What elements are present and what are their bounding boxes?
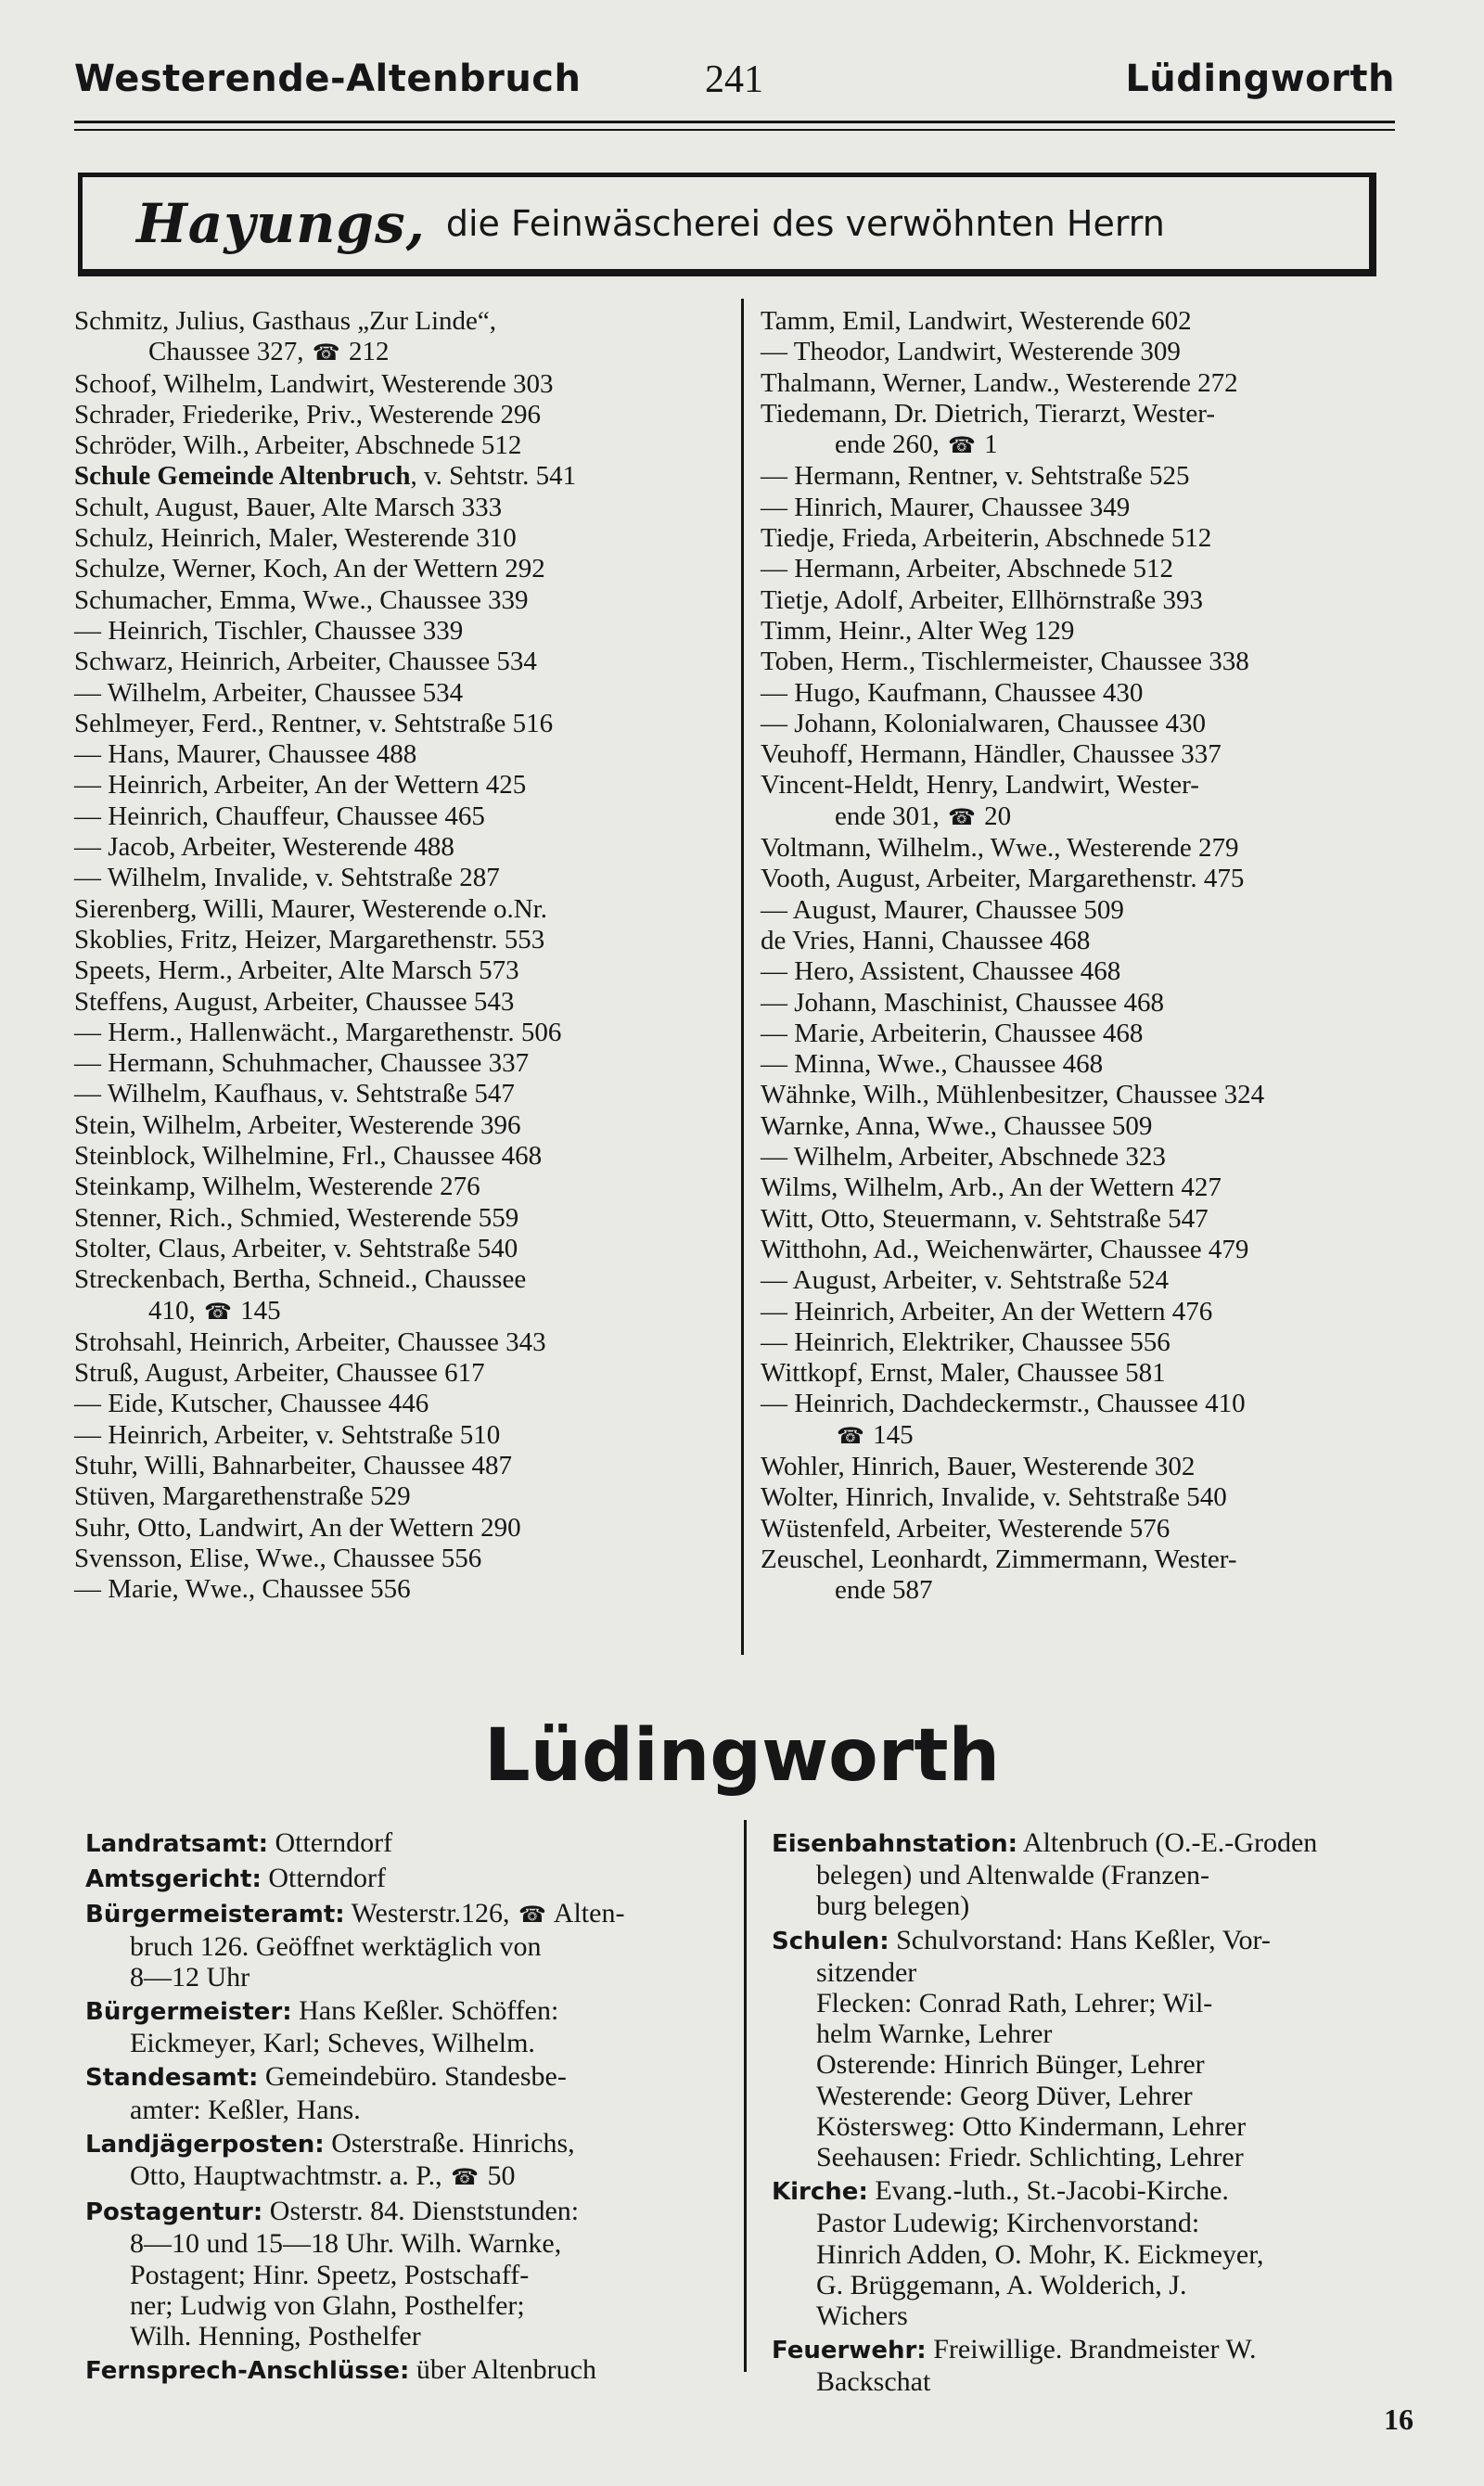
entry-text: Steinkamp, Wilhelm, Westerende 276	[74, 1172, 480, 1202]
info-continuation: Backschat	[816, 2366, 931, 2398]
entry-text: Steffens, August, Arbeiter, Chaussee 543	[74, 986, 515, 1017]
directory-entry	[74, 1544, 719, 1574]
directory-entry	[74, 430, 719, 461]
info-label: Fernsprech-Anschlüsse:	[85, 2357, 410, 2386]
directory-entry	[761, 1544, 1410, 1607]
entry-text: — Wilhelm, Arbeiter, Abschnede 323	[761, 1142, 1166, 1173]
entry-text: — Heinrich, Chauffeur, Chaussee 465	[74, 801, 485, 831]
info-label: Landjägerposten:	[85, 2130, 325, 2159]
entry-text: — Eide, Kutscher, Chaussee 446	[74, 1389, 429, 1419]
info-column-left	[85, 1827, 725, 2390]
directory-entry	[761, 399, 1410, 462]
entry-text: Schröder, Wilh., Arbeiter, Abschnede 512	[74, 430, 522, 461]
entry-text: Timm, Heinr., Alter Weg 129	[761, 615, 1075, 646]
info-label: Landratsamt:	[85, 1830, 268, 1858]
directory-entry	[74, 1358, 719, 1389]
entry-text: — August, Maurer, Chaussee 509	[761, 894, 1124, 925]
entry-text: — Heinrich, Dachdeckermstr., Chaussee 410	[761, 1389, 1246, 1419]
info-continuation: Flecken: Conrad Rath, Lehrer; Wil-	[816, 1988, 1213, 2019]
directory-entry	[761, 616, 1410, 647]
info-text: Hans Keßler. Schöffen:	[291, 1995, 559, 2027]
info-continuation: sitzender	[816, 1956, 917, 1988]
telephone-icon: ☎	[518, 1902, 546, 1929]
directory-entry	[761, 585, 1410, 616]
info-continuation: Eickmeyer, Karl; Scheves, Wilhelm.	[130, 2028, 535, 2059]
info-continuation: Wilh. Henning, Posthelfer	[130, 2321, 421, 2352]
info-column-right	[772, 1827, 1412, 2401]
directory-entry	[74, 647, 719, 677]
directory-entry	[761, 833, 1410, 864]
directory-entry	[74, 369, 719, 400]
directory-entry	[761, 739, 1410, 770]
directory-entry	[74, 400, 719, 430]
directory-entry	[74, 585, 719, 616]
directory-entry	[74, 1420, 719, 1451]
entry-text: — Johann, Maschinist, Chaussee 468	[761, 987, 1164, 1018]
entry-text: — Theodor, Landwirt, Westerende 309	[761, 337, 1181, 367]
entry-continuation: 410, ☎ 145	[74, 1296, 719, 1327]
directory-entry	[74, 832, 719, 863]
directory-entry	[761, 1389, 1410, 1452]
entry-text: Voltmann, Wilhelm., Wwe., Westerende 279	[761, 833, 1239, 864]
directory-entry	[74, 1141, 719, 1172]
entry-text: — Hugo, Kaufmann, Chaussee 430	[761, 677, 1144, 708]
info-label: Feuerwehr:	[772, 2337, 927, 2365]
section-title: Lüdingworth	[483, 1714, 1001, 1798]
info-continuation: G. Brüggemann, A. Wolderich, J.	[816, 2269, 1187, 2300]
telephone-icon: ☎	[837, 1422, 864, 1449]
entry-text: Schule Gemeinde Altenbruch, v. Sehtstr. 541	[74, 461, 577, 492]
telephone-icon: ☎	[948, 432, 976, 459]
directory-entry	[74, 894, 719, 925]
column-divider	[741, 299, 744, 1655]
telephone-icon: ☎	[451, 2164, 480, 2191]
info-continuation: Postagent; Hinr. Speetz, Postschaff-	[130, 2259, 530, 2290]
entry-text: Wähnke, Wilh., Mühlenbesitzer, Chaussee 324	[761, 1080, 1265, 1110]
info-text: Osterstr. 84. Dienststunden:	[262, 2196, 580, 2227]
entry-text: Schmitz, Julius, Gasthaus „Zur Linde“,	[74, 306, 497, 336]
info-item	[85, 1827, 725, 1860]
info-label: Amtsgericht:	[85, 1865, 262, 1894]
entry-text: Stein, Wilhelm, Arbeiter, Westerende 396	[74, 1109, 521, 1140]
directory-entry	[74, 709, 719, 739]
directory-entry	[761, 988, 1410, 1019]
entry-text: — Heinrich, Tischler, Chaussee 339	[74, 615, 464, 646]
info-continuation: 8—12 Uhr	[130, 1961, 250, 1993]
directory-entry	[761, 1358, 1410, 1389]
directory-entry	[761, 306, 1410, 337]
directory-entry	[74, 616, 719, 647]
entry-text: Stuhr, Willi, Bahnarbeiter, Chaussee 487	[74, 1450, 512, 1480]
info-text: Otterndorf	[267, 1827, 393, 1858]
printer-signature: 16	[1384, 2403, 1414, 2436]
entry-text: Schulze, Werner, Koch, An der Wettern 292	[74, 554, 545, 584]
info-text: Altenbruch (O.-E.-Groden	[1017, 1827, 1318, 1858]
entry-text: — Hero, Assistent, Chaussee 468	[761, 956, 1121, 987]
directory-entry	[74, 1048, 719, 1079]
entry-text: Wittkopf, Ernst, Maler, Chaussee 581	[761, 1358, 1166, 1389]
entry-text: — Heinrich, Arbeiter, An der Wettern 476	[761, 1296, 1213, 1326]
directory-entry	[761, 1452, 1410, 1482]
header-rule-bottom	[74, 129, 1395, 131]
entry-text: Skoblies, Fritz, Heizer, Margarethenstr. 553	[74, 924, 545, 955]
entry-continuation: ☎ 145	[761, 1420, 1410, 1452]
directory-entry	[74, 1451, 719, 1481]
entry-text: Schult, August, Bauer, Alte Marsch 333	[74, 492, 503, 522]
entry-text: — Jacob, Arbeiter, Westerende 488	[74, 832, 454, 863]
directory-entry	[761, 554, 1410, 584]
info-continuation: Seehausen: Friedr. Schlichting, Lehrer	[816, 2142, 1244, 2173]
info-item	[85, 2354, 725, 2387]
info-text: über Altenbruch	[409, 2354, 596, 2386]
entry-text: — Hans, Maurer, Chaussee 488	[74, 739, 417, 770]
entry-text: Wohler, Hinrich, Bauer, Westerende 302	[761, 1451, 1196, 1481]
directory-entry	[74, 306, 719, 369]
directory-entry	[761, 926, 1410, 956]
entry-text: Streckenbach, Bertha, Schneid., Chaussee	[74, 1264, 527, 1295]
info-item	[85, 1863, 725, 1895]
directory-entry	[74, 1264, 719, 1327]
info-item	[85, 2196, 725, 2351]
directory-entry	[761, 1111, 1410, 1142]
info-text: Schulvorstand: Hans Keßler, Vor-	[889, 1924, 1271, 1955]
running-header-right: Lüdingworth	[1125, 58, 1395, 100]
entry-text: Witt, Otto, Steuermann, v. Sehtstraße 547	[761, 1203, 1209, 1234]
info-continuation: Osterende: Hinrich Bünger, Lehrer	[816, 2049, 1205, 2081]
directory-entry	[761, 1019, 1410, 1049]
info-continuation: Wichers	[816, 2300, 908, 2332]
entry-text: — Heinrich, Elektriker, Chaussee 556	[761, 1326, 1171, 1357]
directory-entry	[761, 1297, 1410, 1327]
entry-text: Wüstenfeld, Arbeiter, Westerende 576	[761, 1513, 1171, 1544]
entry-text: Speets, Herm., Arbeiter, Alte Marsch 573	[74, 955, 519, 986]
directory-entry	[74, 1574, 719, 1605]
entry-text: Toben, Herm., Tischlermeister, Chaussee 338	[761, 647, 1249, 677]
entry-text: Tamm, Emil, Landwirt, Westerende 602	[761, 306, 1192, 336]
entry-text: Strohsahl, Heinrich, Arbeiter, Chaussee 343	[74, 1326, 546, 1357]
info-continuation: Hinrich Adden, O. Mohr, K. Eickmeyer,	[816, 2238, 1264, 2270]
entry-text: — Herm., Hallenwächt., Margarethenstr. 506	[74, 1017, 562, 1047]
entry-text: — Marie, Wwe., Chaussee 556	[74, 1574, 411, 1605]
info-continuation: ner; Ludwig von Glahn, Posthelfer;	[130, 2289, 525, 2321]
directory-column-right	[761, 306, 1410, 1606]
info-item	[85, 1995, 725, 2058]
info-label: Bürgermeister:	[85, 1998, 292, 2027]
info-item	[772, 1925, 1412, 2173]
directory-entry	[74, 1018, 719, 1048]
advertisement-box	[78, 173, 1376, 276]
info-continuation: belegen) und Altenwalde (Franzen-	[816, 1860, 1209, 1891]
entry-text: Wolter, Hinrich, Invalide, v. Sehtstraße 540	[761, 1482, 1227, 1513]
entry-text: Wilms, Wilhelm, Arb., An der Wettern 427	[761, 1173, 1222, 1203]
directory-entry	[761, 493, 1410, 523]
directory-entry	[761, 647, 1410, 677]
entry-text: — Heinrich, Arbeiter, v. Sehtstraße 510	[74, 1419, 501, 1450]
telephone-icon: ☎	[312, 340, 340, 366]
directory-entry	[761, 1204, 1410, 1235]
info-label: Kirche:	[772, 2178, 868, 2207]
directory-entry	[761, 709, 1410, 739]
entry-text: — Hermann, Arbeiter, Abschnede 512	[761, 554, 1173, 584]
entry-text: Schoof, Wilhelm, Landwirt, Westerende 303	[74, 368, 554, 399]
directory-entry	[74, 1481, 719, 1512]
directory-entry	[761, 678, 1410, 709]
directory-entry	[761, 1327, 1410, 1358]
page-number: 241	[705, 58, 763, 101]
running-header-left: Westerende-Altenbruch	[74, 58, 582, 100]
info-continuation: burg belegen)	[816, 1890, 970, 1922]
header-rule-top	[74, 121, 1395, 123]
entry-text: Stüven, Margarethenstraße 529	[74, 1481, 411, 1512]
info-text: Osterstraße. Hinrichs,	[324, 2127, 575, 2159]
entry-text: Tietje, Adolf, Arbeiter, Ellhörnstraße 393	[761, 584, 1203, 615]
info-label: Bürgermeisteramt:	[85, 1901, 345, 1929]
directory-entry	[761, 1142, 1410, 1173]
ad-tagline: die Feinwäscherei des verwöhnten Herrn	[445, 202, 1165, 244]
entry-text: Schrader, Friederike, Priv., Westerende 296	[74, 399, 542, 429]
entry-continuation: ende 587	[835, 1575, 933, 1606]
directory-entry	[761, 1482, 1410, 1513]
entry-text: — Hermann, Schuhmacher, Chaussee 337	[74, 1048, 530, 1079]
info-item	[85, 1898, 725, 1993]
directory-entry	[74, 955, 719, 986]
entry-text: Sierenberg, Willi, Maurer, Westerende o.Nr.	[74, 893, 547, 924]
entry-text: — Marie, Arbeiterin, Chaussee 468	[761, 1018, 1144, 1048]
entry-text: Witthohn, Ad., Weichenwärter, Chaussee 479	[761, 1234, 1249, 1264]
telephone-icon: ☎	[204, 1298, 232, 1325]
info-continuation: helm Warnke, Lehrer	[816, 2018, 1053, 2050]
entry-text: Schumacher, Emma, Wwe., Chaussee 339	[74, 584, 529, 615]
directory-entry	[761, 895, 1410, 926]
entry-text: — Wilhelm, Invalide, v. Sehtstraße 287	[74, 863, 500, 893]
info-continuation: Pastor Ludewig; Kirchenvorstand:	[816, 2208, 1200, 2239]
info-continuation: Köstersweg: Otto Kindermann, Lehrer	[816, 2110, 1247, 2142]
entry-text: Vincent-Heldt, Henry, Landwirt, Wester-	[761, 770, 1199, 801]
entry-text: Tiedje, Frieda, Arbeiterin, Abschnede 512	[761, 523, 1212, 554]
info-label: Schulen:	[772, 1927, 889, 1955]
info-text: Freiwillige. Brandmeister W.	[926, 2334, 1257, 2365]
directory-entry	[761, 461, 1410, 492]
entry-text: Struß, August, Arbeiter, Chaussee 617	[74, 1358, 485, 1389]
directory-entry	[761, 864, 1410, 894]
directory-entry	[74, 1513, 719, 1544]
entry-text: Suhr, Otto, Landwirt, An der Wettern 290	[74, 1512, 521, 1543]
info-item	[772, 2334, 1412, 2397]
entry-text: Veuhoff, Hermann, Händler, Chaussee 337	[761, 739, 1222, 770]
directory-entry	[761, 368, 1410, 399]
entry-text: Stenner, Rich., Schmied, Westerende 559	[74, 1202, 519, 1233]
entry-text: Zeuschel, Leonhardt, Zimmermann, Wester-	[761, 1544, 1237, 1574]
info-label: Standesamt:	[85, 2064, 259, 2093]
directory-entry	[74, 523, 719, 554]
directory-column-left	[74, 306, 719, 1605]
directory-entry	[761, 523, 1410, 554]
telephone-icon: ☎	[948, 803, 976, 830]
entry-text: Stolter, Claus, Arbeiter, v. Sehtstraße 540	[74, 1233, 518, 1263]
entry-text: de Vries, Hanni, Chaussee 468	[761, 925, 1091, 955]
entry-text: Schulz, Heinrich, Maler, Westerende 310	[74, 523, 517, 554]
entry-text: Thalmann, Werner, Landw., Westerende 272	[761, 367, 1238, 398]
info-item	[85, 2061, 725, 2124]
directory-entry	[761, 337, 1410, 367]
directory-entry	[74, 1172, 719, 1202]
entry-text: — Wilhelm, Arbeiter, Chaussee 534	[74, 677, 464, 708]
directory-entry	[74, 739, 719, 770]
directory-entry	[74, 1234, 719, 1264]
entry-text: Svensson, Elise, Wwe., Chaussee 556	[74, 1543, 482, 1573]
entry-text: Warnke, Anna, Wwe., Chaussee 509	[761, 1110, 1153, 1141]
entry-text: — Johann, Kolonialwaren, Chaussee 430	[761, 708, 1207, 738]
directory-entry	[74, 770, 719, 801]
info-item	[85, 2128, 725, 2193]
entry-text: Vooth, August, Arbeiter, Margarethenstr. 475	[761, 864, 1245, 894]
info-continuation: Westerende: Georg Düver, Lehrer	[816, 2080, 1193, 2111]
entry-text: Tiedemann, Dr. Dietrich, Tierarzt, Wester-	[761, 398, 1215, 429]
entry-text: — Hinrich, Maurer, Chaussee 349	[761, 492, 1131, 522]
info-continuation: amter: Keßler, Hans.	[130, 2094, 361, 2125]
directory-entry	[74, 493, 719, 523]
directory-entry	[74, 1389, 719, 1419]
directory-entry	[761, 1514, 1410, 1544]
directory-entry	[74, 554, 719, 584]
info-text: Otterndorf	[261, 1863, 386, 1894]
entry-text: Sehlmeyer, Ferd., Rentner, v. Sehtstraße 516	[74, 708, 554, 738]
directory-entry	[74, 925, 719, 955]
directory-entry	[74, 461, 719, 492]
info-text: Westerstr.126, ☎ Alten-	[345, 1898, 625, 1929]
directory-entry	[761, 1265, 1410, 1296]
directory-entry	[74, 1079, 719, 1109]
entry-continuation: ende 260, ☎ 1	[761, 429, 1410, 461]
info-continuation: Otto, Hauptwachtmstr. a. P., ☎ 50	[85, 2160, 725, 2193]
info-continuation: 8—10 und 15—18 Uhr. Wilh. Warnke,	[130, 2228, 562, 2260]
info-label: Postagentur:	[85, 2198, 263, 2227]
directory-entry	[761, 1080, 1410, 1110]
entry-text: — Heinrich, Arbeiter, An der Wettern 425	[74, 770, 527, 801]
info-text: Evang.-luth., St.-Jacobi-Kirche.	[867, 2175, 1229, 2207]
info-continuation: bruch 126. Geöffnet werktäglich von	[130, 1930, 542, 1962]
entry-continuation: Chaussee 327, ☎ 212	[74, 337, 719, 368]
info-item	[772, 2175, 1412, 2331]
directory-entry	[74, 1327, 719, 1358]
directory-entry	[74, 678, 719, 709]
directory-entry	[761, 1173, 1410, 1203]
entry-text: — Minna, Wwe., Chaussee 468	[761, 1049, 1104, 1080]
entry-text: — August, Arbeiter, v. Sehtstraße 524	[761, 1265, 1169, 1296]
directory-entry	[761, 1235, 1410, 1265]
info-column-divider	[744, 1820, 747, 2372]
ad-brand-name: Hayungs,	[136, 191, 426, 255]
directory-entry	[74, 801, 719, 832]
directory-entry	[74, 987, 719, 1018]
info-text: Gemeindebüro. Standesbe-	[258, 2061, 567, 2093]
directory-entry	[74, 1203, 719, 1234]
directory-entry	[761, 1049, 1410, 1080]
entry-text: Steinblock, Wilhelmine, Frl., Chaussee 468	[74, 1141, 543, 1172]
entry-text: — Hermann, Rentner, v. Sehtstraße 525	[761, 461, 1190, 492]
info-label: Eisenbahnstation:	[772, 1830, 1018, 1858]
entry-text: Schwarz, Heinrich, Arbeiter, Chaussee 534	[74, 647, 537, 677]
directory-entry	[74, 863, 719, 893]
directory-entry	[761, 770, 1410, 833]
entry-text: — Wilhelm, Kaufhaus, v. Sehtstraße 547	[74, 1079, 515, 1109]
directory-entry	[761, 956, 1410, 987]
directory-entry	[74, 1110, 719, 1141]
entry-continuation: ende 301, ☎ 20	[761, 801, 1410, 833]
info-item	[772, 1827, 1412, 1922]
